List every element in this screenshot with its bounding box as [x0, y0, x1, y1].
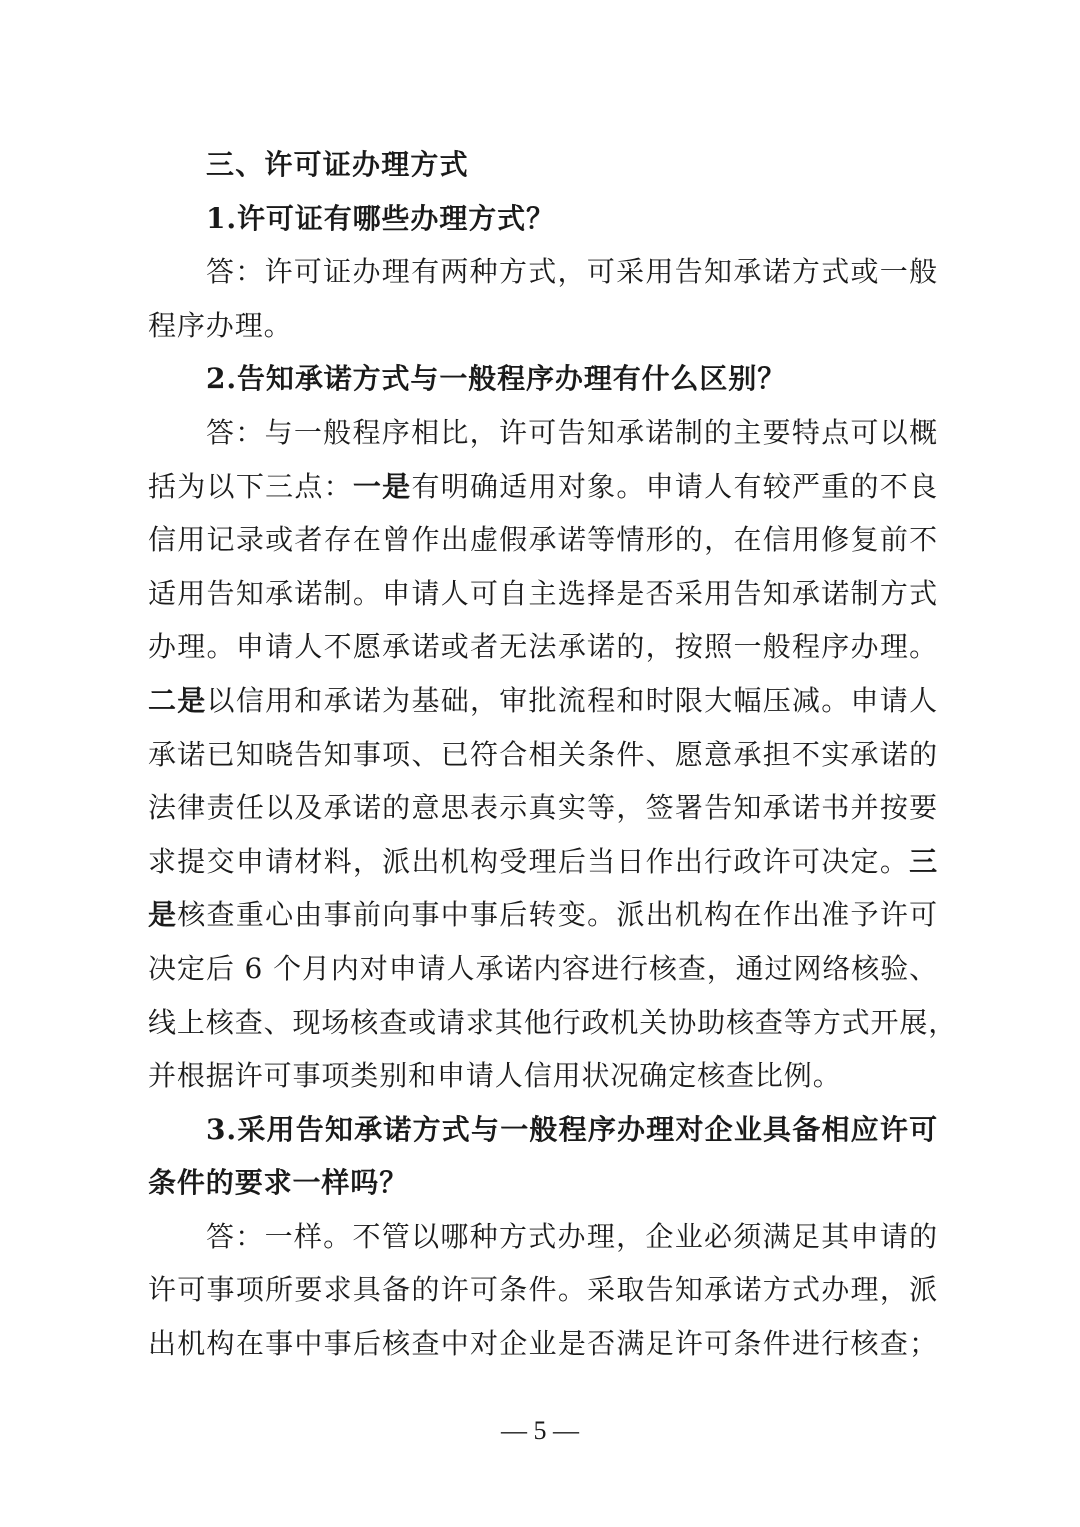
- answer-2-line-9-pre: 求提交申请材料，派出机构受理后当日作出行政许可决定。: [148, 844, 910, 878]
- point-three-label-end: 是: [148, 898, 178, 932]
- answer-2-line-12: 线上核查、现场核查或请求其他行政机关协助核查等方式开展，: [148, 1005, 958, 1039]
- answer-2-line-13: 并根据许可事项类别和申请人信用状况确定核查比例。: [148, 1059, 842, 1093]
- answer-2-line-4: 适用告知承诺制。申请人可自主选择是否采用告知承诺制方式: [148, 576, 938, 610]
- answer-2-line-2-pre: 括为以下三点：: [148, 469, 353, 503]
- section-title: 三、许可证办理方式: [206, 148, 469, 181]
- answer-2-line-10-post: 核查重心由事前向事中事后转变。派出机构在作出准予许可: [177, 898, 938, 932]
- answer-2-line-6-post: 以信用和承诺为基础，审批流程和时限大幅压减。申请人: [206, 683, 938, 717]
- answer-3-line-3: 出机构在事中事后核查中对企业是否满足许可条件进行核查；: [148, 1327, 938, 1361]
- point-two-label: 二是: [148, 683, 207, 717]
- answer-2-line-9: [148, 835, 938, 889]
- answer-2-line-6: [148, 674, 938, 728]
- question-3-line-1: 3.采用告知承诺方式与一般程序办理对企业具备相应许可: [206, 1112, 938, 1146]
- answer-1-line-1: 答：许可证办理有两种方式，可采用告知承诺方式或一般: [206, 255, 938, 289]
- answer-2-line-7: 承诺已知晓告知事项、已符合相关条件、愿意承担不实承诺的: [148, 737, 938, 771]
- question-3-line-2: 条件的要求一样吗？: [148, 1166, 409, 1200]
- answer-1-line-2: 程序办理。: [148, 308, 293, 342]
- answer-2-line-2-post: 有明确适用对象。申请人有较严重的不良: [411, 469, 938, 503]
- answer-2-line-2: [148, 460, 938, 514]
- question-1: 1.许可证有哪些办理方式？: [206, 201, 555, 235]
- point-one-label: 一是: [352, 469, 412, 503]
- answer-2-line-10: [148, 888, 938, 942]
- question-2: 2.告知承诺方式与一般程序办理有什么区别？: [206, 362, 787, 396]
- answer-3-line-1: 答：一样。不管以哪种方式办理，企业必须满足其申请的: [206, 1219, 938, 1253]
- document-page: [148, 138, 958, 1371]
- page-number: — 5 —: [501, 1416, 579, 1445]
- answer-3-line-2: 许可事项所要求具备的许可条件。采取告知承诺方式办理，派: [148, 1273, 938, 1307]
- answer-2-line-1: 答：与一般程序相比，许可告知承诺制的主要特点可以概: [206, 415, 938, 449]
- answer-2-line-8: 法律责任以及承诺的意思表示真实等，签署告知承诺书并按要: [148, 791, 938, 825]
- point-three-label-start: 三: [909, 844, 938, 878]
- answer-2-line-3: 信用记录或者存在曾作出虚假承诺等情形的，在信用修复前不: [148, 523, 938, 557]
- answer-2-line-11: 决定后 6 个月内对申请人承诺内容进行核查，通过网络核验、: [148, 951, 938, 985]
- answer-2-line-5: 办理。申请人不愿承诺或者无法承诺的，按照一般程序办理。: [148, 630, 938, 664]
